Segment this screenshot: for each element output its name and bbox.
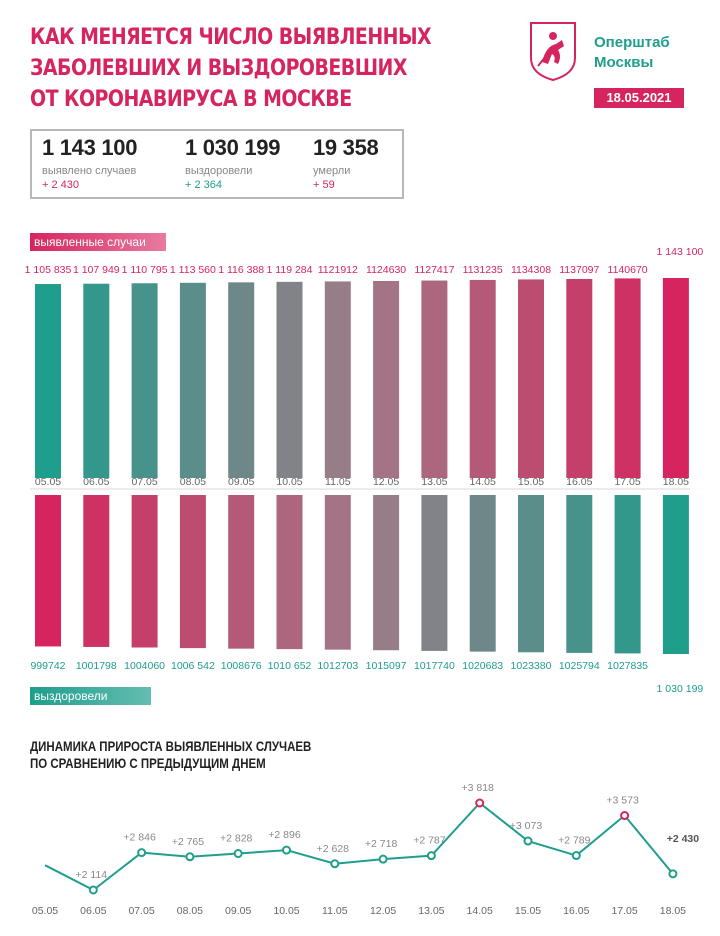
growth-point (476, 800, 483, 807)
stat-recovered-label: выздоровели (185, 165, 253, 177)
date-label: 05.05 (34, 476, 62, 488)
recovered-bar-value: 999742 (30, 660, 66, 672)
cases-bar-group (25, 264, 72, 478)
growth-value-label: +2 896 (268, 829, 301, 842)
date-label: 16.05 (566, 476, 593, 488)
growth-point (380, 856, 387, 863)
date-badge: 18.05.2021 (594, 88, 684, 108)
date-label: 17.05 (614, 476, 641, 488)
recovered-bar (373, 495, 399, 650)
date-label: 08.05 (179, 476, 207, 488)
cases-bar (83, 284, 109, 478)
cases-bar-value: 1 143 100 (656, 246, 704, 258)
recovered-bar-group (171, 495, 215, 672)
recovered-bar-value: 1006 542 (171, 660, 215, 672)
growth-date-label: 11.05 (322, 905, 348, 917)
growth-point (331, 860, 338, 867)
cases-bar-group (318, 264, 358, 478)
growth-value-label: +2 789 (558, 834, 591, 847)
growth-value-label: +2 718 (364, 838, 398, 851)
recovered-bar-value: 1001798 (75, 660, 117, 672)
growth-date-label: 07.05 (128, 905, 155, 917)
recovered-bar (35, 495, 61, 646)
growth-date-label: 05.05 (31, 905, 59, 917)
cases-bar (566, 279, 592, 478)
cases-bar-value: 1 107 949 (72, 264, 120, 276)
cases-bar (421, 281, 447, 478)
cases-bar-group (170, 264, 216, 478)
growth-date-label: 09.05 (225, 905, 252, 917)
recovered-bar-value: 1020683 (462, 660, 504, 672)
growth-date-label: 18.05 (659, 905, 687, 917)
growth-value-label: +2 828 (219, 832, 253, 845)
cases-bar-value: 1 113 560 (169, 264, 216, 276)
growth-point (186, 853, 193, 860)
growth-date-label: 16.05 (563, 905, 590, 917)
growth-title-line: ДИНАМИКА ПРИРОСТА ВЫЯВЛЕННЫХ СЛУЧАЕВ (30, 738, 312, 754)
growth-point (621, 812, 628, 819)
cases-bar-value: 1124630 (366, 264, 407, 276)
recovered-bar (180, 495, 206, 648)
recovered-bar-group (414, 495, 455, 672)
cases-bar-value: 1 110 795 (121, 264, 168, 276)
recovered-bar-group (366, 495, 407, 672)
growth-value-label: +2 787 (413, 834, 446, 847)
date-label: 13.05 (421, 476, 448, 488)
growth-date-label: 08.05 (176, 905, 204, 917)
stat-cases-delta: + 2 430 (42, 179, 80, 191)
stat-deaths-label: умерли (313, 165, 351, 177)
cases-bar-group (414, 264, 454, 478)
cases-bar (325, 281, 351, 478)
recovered-bars (30, 495, 703, 695)
growth-date-label: 06.05 (80, 905, 107, 917)
recovered-chart-label: выздоровели (30, 687, 151, 705)
recovered-bar (132, 495, 158, 647)
recovered-bar (228, 495, 254, 649)
stat-recovered-value: 1 030 199 (185, 135, 281, 160)
brand-line: Москвы (594, 54, 654, 71)
recovered-bar-group (317, 495, 358, 672)
growth-value-label: +2 430 (666, 832, 700, 845)
cases-bar (35, 284, 61, 478)
cases-bar-group (366, 264, 406, 478)
date-label: 09.05 (228, 476, 255, 488)
recovered-bar-value: 1 030 199 (656, 683, 704, 695)
title-line: КАК МЕНЯЕТСЯ ЧИСЛО ВЫЯВЛЕННЫХ (30, 25, 432, 50)
brand-line: Оперштаб (594, 34, 670, 51)
cases-bar-value: 1131235 (462, 264, 503, 276)
recovered-bar (518, 495, 544, 652)
growth-date-label: 15.05 (514, 905, 542, 917)
recovered-bar (566, 495, 592, 653)
date-label: 15.05 (517, 476, 545, 488)
title-line: ОТ КОРОНАВИРУСА В МОСКВЕ (30, 87, 352, 112)
cases-bar-value: 1137097 (559, 264, 600, 276)
recovered-bar-value: 1027835 (607, 660, 649, 672)
growth-value-label: +3 573 (606, 794, 639, 807)
stat-recovered-delta: + 2 364 (185, 179, 223, 191)
recovered-bar-group (559, 495, 600, 672)
recovered-bar-group (268, 495, 312, 672)
growth-line-chart (32, 782, 699, 917)
stat-deaths-delta: + 59 (313, 179, 335, 191)
cases-bar-group (218, 264, 264, 478)
growth-date-label: 17.05 (611, 905, 638, 917)
growth-point (138, 849, 145, 856)
date-label: 06.05 (83, 476, 110, 488)
recovered-bar (325, 495, 351, 650)
cases-bar-value: 1127417 (414, 264, 455, 276)
recovered-bar-group (76, 495, 117, 672)
growth-point (525, 838, 532, 845)
growth-date-label: 14.05 (466, 905, 493, 917)
growth-value-label: +2 846 (123, 831, 156, 844)
cases-bar-group (657, 246, 704, 478)
cases-bar-group (267, 264, 313, 478)
recovered-bar-group (30, 495, 65, 672)
cases-bar-group (122, 264, 168, 478)
recovered-bar-group (657, 495, 704, 695)
stat-deaths-value: 19 358 (313, 135, 379, 160)
date-label: 12.05 (372, 476, 400, 488)
growth-value-label: +3 073 (509, 820, 543, 833)
date-axis-middle (30, 476, 690, 489)
growth-point (90, 887, 97, 894)
stat-cases-value: 1 143 100 (42, 135, 138, 160)
cases-chart-label: выявленные случаи (30, 233, 166, 251)
growth-value-label: +2 628 (316, 842, 350, 855)
cases-bars (25, 246, 704, 478)
stat-cases-label: выявлено случаев (42, 165, 137, 177)
recovered-bar-value: 1004060 (124, 660, 166, 672)
cases-bar (228, 282, 254, 478)
cases-bar-value: 1134308 (510, 264, 552, 276)
cases-bar-value: 1 105 835 (24, 264, 72, 276)
recovered-bar-group (221, 495, 262, 672)
recovered-bar-group (511, 495, 552, 672)
cases-bar-value: 1140670 (607, 264, 648, 276)
growth-value-label: +2 765 (171, 835, 205, 848)
recovered-bar (470, 495, 496, 652)
growth-value-label: +2 114 (75, 869, 108, 881)
recovered-bar-value: 1023380 (510, 660, 552, 672)
growth-date-label: 10.05 (273, 905, 300, 917)
growth-point (283, 847, 290, 854)
growth-point (235, 850, 242, 857)
growth-title-line: ПО СРАВНЕНИЮ С ПРЕДЫДУЩИМ ДНЕМ (30, 755, 266, 771)
growth-point (669, 870, 676, 877)
cases-bar (277, 282, 303, 478)
growth-chart-title (30, 738, 358, 772)
recovered-bar (277, 495, 303, 649)
recovered-bar-group (124, 495, 165, 672)
cases-bar (373, 281, 399, 478)
recovered-bar (83, 495, 109, 647)
recovered-bar (615, 495, 641, 653)
recovered-bar-value: 1025794 (558, 660, 600, 672)
recovered-bar-group (462, 495, 503, 672)
cases-bar-group (608, 264, 648, 478)
cases-bar (663, 278, 689, 478)
cases-bar (518, 279, 544, 478)
cases-bar-value: 1 116 388 (218, 264, 265, 276)
cases-bar (615, 278, 641, 478)
recovered-bar-group (607, 495, 648, 672)
cases-bar-group (73, 264, 120, 478)
recovered-bar-value: 1008676 (220, 660, 262, 672)
growth-point (428, 852, 435, 859)
growth-value-label: +3 818 (461, 782, 494, 794)
recovered-bar-value: 1010 652 (267, 660, 312, 672)
date-label: 11.05 (325, 476, 351, 488)
date-label: 10.05 (276, 476, 303, 488)
recovered-bar-value: 1017740 (413, 660, 455, 672)
growth-date-label: 12.05 (369, 905, 397, 917)
title-line: ЗАБОЛЕВШИХ И ВЫЗДОРОВЕВШИХ (30, 56, 407, 81)
recovered-bar (663, 495, 689, 654)
cases-bar (470, 280, 496, 478)
date-label: 14.05 (469, 476, 496, 488)
growth-point (573, 852, 580, 859)
cases-bar-group (511, 264, 551, 478)
recovered-bar-value: 1012703 (317, 660, 359, 672)
cases-bar (180, 283, 206, 478)
growth-date-label: 13.05 (418, 905, 445, 917)
cases-bar-group (559, 264, 599, 478)
cases-bar-group (463, 264, 503, 478)
cases-bar (132, 283, 158, 478)
cases-bar-value: 1121912 (317, 264, 358, 276)
date-label: 18.05 (662, 476, 690, 488)
date-label: 07.05 (131, 476, 158, 488)
cases-bar-value: 1 119 284 (266, 264, 313, 276)
recovered-bar (421, 495, 447, 651)
recovered-bar-value: 1015097 (365, 660, 407, 672)
